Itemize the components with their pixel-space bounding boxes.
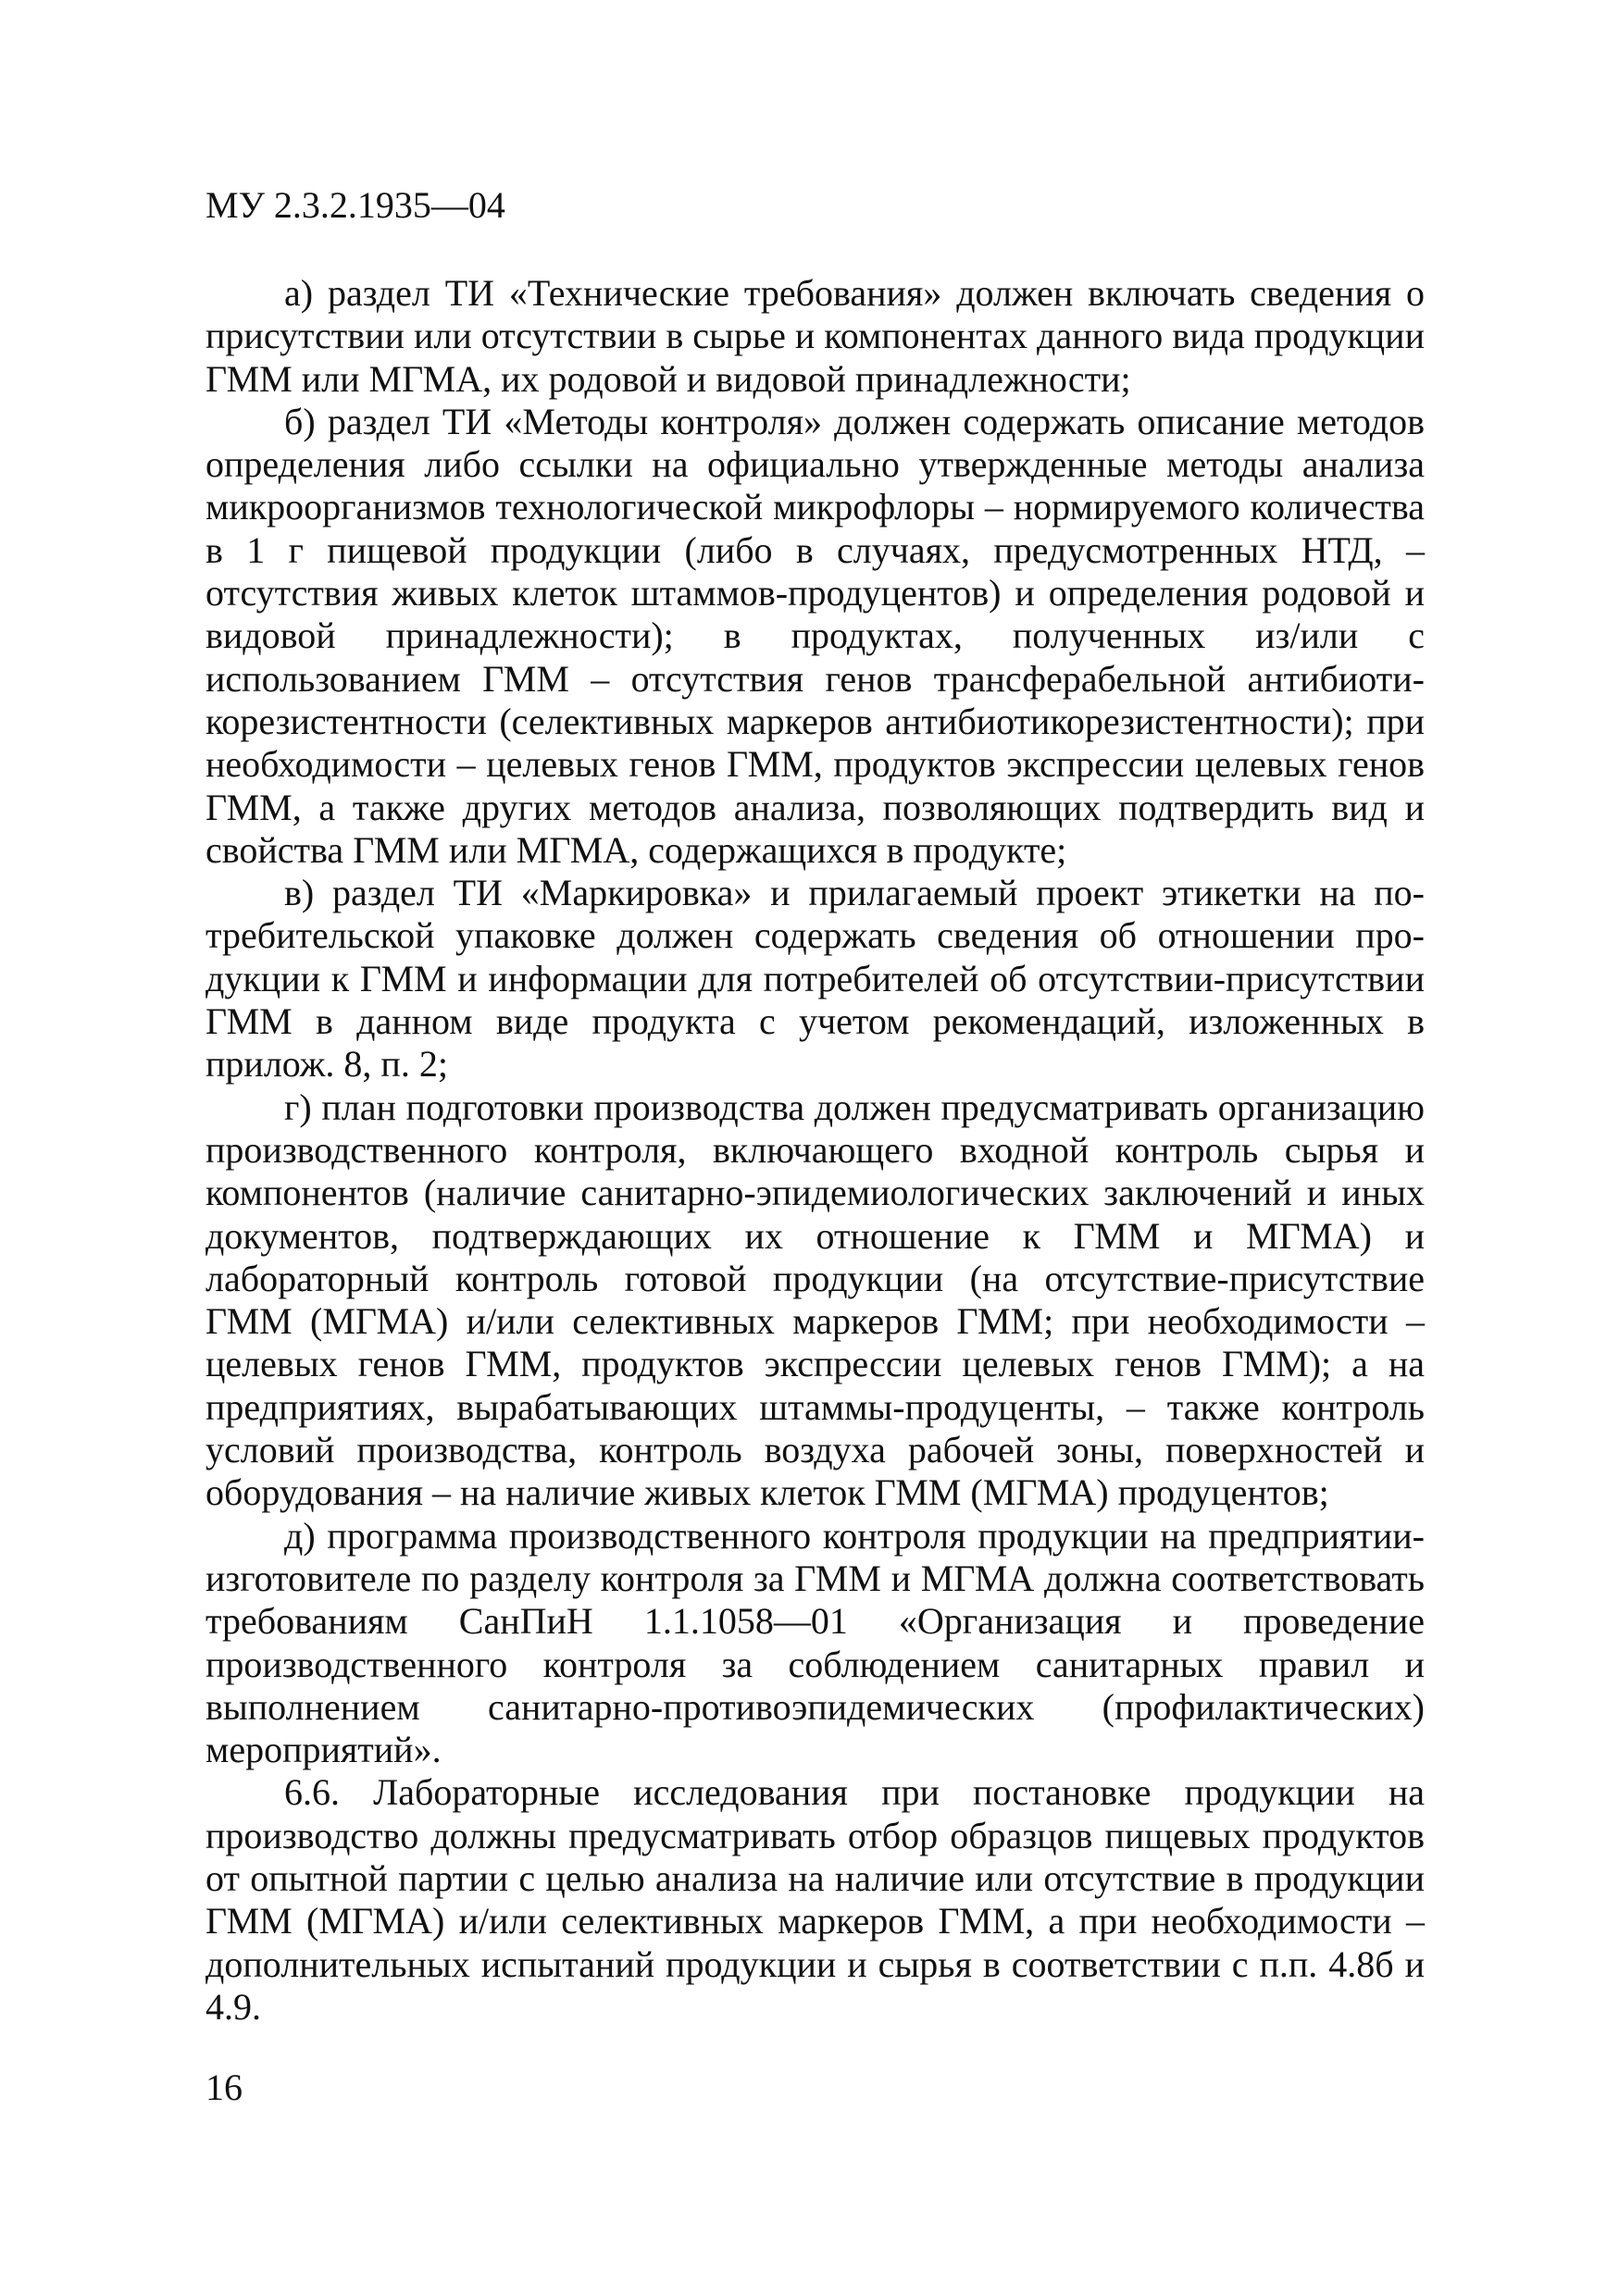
paragraph-d-control-program: д) программа производственного контроля продукции на предприятии-изготовителе по разделу контроля за ГММ и МГМА должна соответствовать требованиям СанПиН 1.1.1058—01 «Организация и проведение производственного контроля за соблюдением санитарных правил и выполнением санитарно-противоэпидемических (профилактических) мероприятий».	[205, 1514, 1425, 1771]
paragraph-v-labeling: в) раздел ТИ «Маркировка» и прилагаемый проект этикетки на потребительской упаковке должен содержать сведения об отношении продукции к ГММ и информации для потребителей об отсутствии-присутствии ГММ в данном виде продукта с учетом рекомендаций, изложенных в прилож. 8, п. 2;	[205, 872, 1425, 1086]
paragraph-6-6-laboratory-research: 6.6. Лабораторные исследования при постановке продукции на производство должны предусматривать отбор образцов пищевых продуктов от опытной партии с целью анализа на наличие или отсутствие в продукции ГММ (МГМА) и/или селективных маркеров ГММ, а при необходимости – дополнительных испытаний продукции и сырья в соответствии с п.п. 4.8б и 4.9.	[205, 1771, 1425, 2028]
paragraph-a-technical-requirements: а) раздел ТИ «Технические требования» должен включать сведения о присутствии или отсутствии в сырье и компонентах данного вида продукции ГММ или МГМА, их родовой и видовой принадлежности;	[205, 272, 1425, 400]
page-number: 16	[205, 2066, 243, 2108]
paragraph-b-control-methods: б) раздел ТИ «Методы контроля» должен содержать описание методов определения либо ссылки на официально утвержденные методы анализа микроорганизмов технологической микрофлоры – нормируемого количества в 1 г пищевой продукции (либо в случаях, предусмотренных НТД, – отсутствия живых клеток штаммов-продуцентов) и определения родовой и видовой принадлежности); в продуктах, полученных из/или с использованием ГММ – отсутствия генов трансферабельной антибиотикорезистентности (селективных маркеров антибиотикорезистентности); при необходимости – целевых генов ГММ, продуктов экспрессии целевых генов ГММ, а также других методов анализа, позволяющих подтвердить вид и свойства ГММ или МГМА, содержащихся в продукте;	[205, 400, 1425, 871]
document-body	[205, 272, 1425, 2029]
paragraph-g-production-plan: г) план подготовки производства должен предусматривать организацию производственного контроля, включающего входной контроль сырья и компонентов (наличие санитарно-эпидемиологических заключений и иных документов, подтверждающих их отношение к ГММ и МГМА) и лабораторный контроль готовой продукции (на отсутствие-присутствие ГММ (МГМА) и/или селективных маркеров ГММ; при необходимости – целевых генов ГММ, продуктов экспрессии целевых генов ГММ); а на предприятиях, вырабатывающих штаммы-продуценты, – также контроль условий производства, контроль воздуха рабочей зоны, поверхностей и оборудования – на наличие живых клеток ГММ (МГМА) продуцентов;	[205, 1086, 1425, 1514]
document-header: МУ 2.3.2.1935—04	[205, 184, 505, 226]
